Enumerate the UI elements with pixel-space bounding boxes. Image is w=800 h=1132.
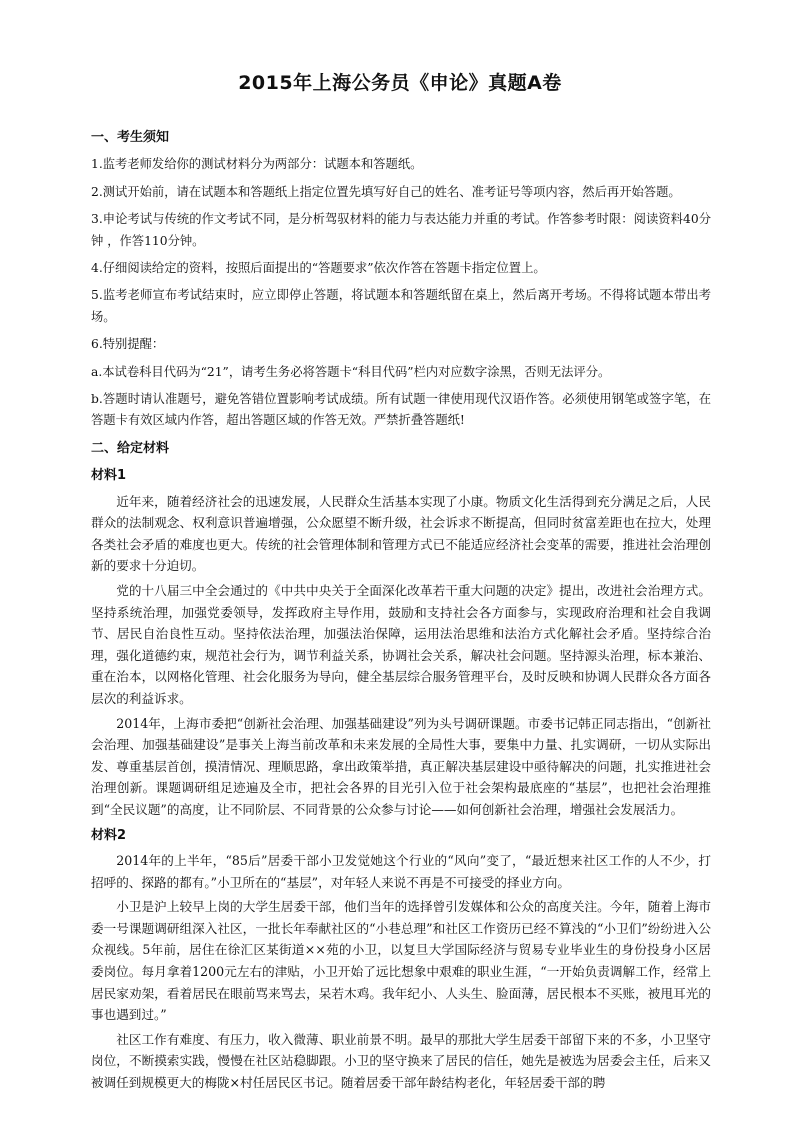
notice-item: 5.监考老师宣布考试结束时，应立即停止答题，将试题本和答题纸留在桌上，然后离开考场。不得将试题本带出考场。	[91, 288, 711, 324]
notice-item: 3.申论考试与传统的作文考试不同，是分析驾驭材料的能力与表达能力并重的考试。作答参考时限：阅读资料40分钟 ，作答110分钟。	[91, 212, 711, 248]
material-paragraph: 2014年，上海市委把“创新社会治理、加强基础建设”列为头号调研课题。市委书记韩正同志指出，“创新社会治理、加强基础建设”是事关上海当前改革和未来发展的全局性大事，要集中力量、扎实调研，一切从实际出发、尊重基层首创，摸清情况、理顺思路，拿出政策举措，真正解决基层建设中亟待解决的问题，扎实推进社会治理创新。课题调研组足迹遍及全市，把社会各界的目光引入位于社会架构最底座的“基层”，也把社会治理推到“全民议题”的高度，让不同阶层、不同背景的公众参与讨论——如何创新社会治理，增强社会发展活力。	[91, 715, 711, 817]
material-1-heading: 材料1	[91, 468, 127, 484]
material-paragraph: 党的十八届三中全会通过的《中共中央关于全面深化改革若干重大问题的决定》提出，改进社会治理方式。坚持系统治理，加强党委领导，发挥政府主导作用，鼓励和支持社会各方面参与，实现政府治理和社会自我调节、居民自治良性互动。坚持依法治理，加强法治保障，运用法治思维和法治方式化解社会矛盾。坚持综合治理，强化道德约束，规范社会行为，调节利益关系，协调社会关系，解决社会问题。坚持源头治理，标本兼治、重在治本，以网格化管理、社会化服务为导向，健全基层综合服务管理平台，及时反映和协调人民群众各方面各层次的利益诉求。	[91, 583, 711, 707]
material-paragraph: 近年来，随着经济社会的迅速发展，人民群众生活基本实现了小康。物质文化生活得到充分满足之后，人民群众的法制观念、权利意识普遍增强，公众愿望不断升级，社会诉求不断提高，但同时贫富差距也在拉大，处理各类社会矛盾的难度也更大。传统的社会管理体制和管理方式已不能适应经济社会变革的需要，推进社会治理创新的要求十分迫切。	[91, 493, 711, 574]
material-paragraph: 小卫是沪上较早上岗的大学生居委干部，他们当年的选择曾引发媒体和公众的高度关注。今年，随着上海市委一号课题调研组深入社区，一批长年奉献社区的“小巷总理”和社区工作资历已经不算浅的“小卫们”纷纷进入公众视线。5年前，居住在徐汇区某街道××苑的小卫，以复旦大学国际经济与贸易专业毕业生的身份投身小区居委岗位。每月拿着1200元左右的津贴，小卫开始了远比想象中艰难的职业生涯，“一开始负责调解工作，经常上居民家劝架，看着居民在眼前骂来骂去，呆若木鸡。我年纪小、人头生、脸面薄，居民根本不买账，被甩耳光的事也遇到过。”	[91, 899, 711, 1023]
notice-item: 6.特别提醒：	[91, 337, 165, 352]
notice-item: 4.仔细阅读给定的资料，按照后面提出的“答题要求”依次作答在答题卡指定位置上。	[91, 261, 546, 276]
document-title: 2015年上海公务员《申论》真题A卷	[238, 72, 562, 94]
material-paragraph: 社区工作有难度、有压力，收入微薄、职业前景不明。最早的那批大学生居委干部留下来的不多，小卫坚守岗位，不断摸索实践，慢慢在社区站稳脚跟。小卫的坚守换来了居民的信任，她先是被选为居委会主任，后来又被调任到规模更大的梅陇×村任居民区书记。随着居委干部年龄结构老化，年轻居委干部的聘	[91, 1031, 711, 1090]
section-heading-materials: 二、给定材料	[91, 440, 170, 456]
document-body	[91, 127, 711, 1097]
material-paragraph: 2014年的上半年，“85后”居委干部小卫发觉她这个行业的“风向”变了，“最近想来社区工作的人不少，打招呼的、探路的都有。”小卫所在的“基层”，对年轻人来说不再是不可接受的择业方向。	[91, 853, 711, 890]
notice-item: 1.监考老师发给你的测试材料分为两部分：试题本和答题纸。	[91, 157, 423, 172]
notice-item: b.答题时请认准题号，避免答错位置影响考试成绩。所有试题一律使用现代汉语作答。必须使用钢笔或签字笔，在答题卡有效区域内作答，超出答题区域的作答无效。严禁折叠答题纸!	[91, 392, 711, 428]
notice-item: a.本试卷科目代码为“21”，请考生务必将答题卡“科目代码”栏内对应数字涂黑，否则无法评分。	[91, 364, 611, 379]
material-2-heading: 材料2	[91, 827, 127, 843]
section-heading-notice: 一、考生须知	[91, 130, 170, 145]
notice-item: 2.测试开始前，请在试题本和答题纸上指定位置先填写好自己的姓名、准考证号等项内容，然后再开始答题。	[91, 184, 681, 199]
